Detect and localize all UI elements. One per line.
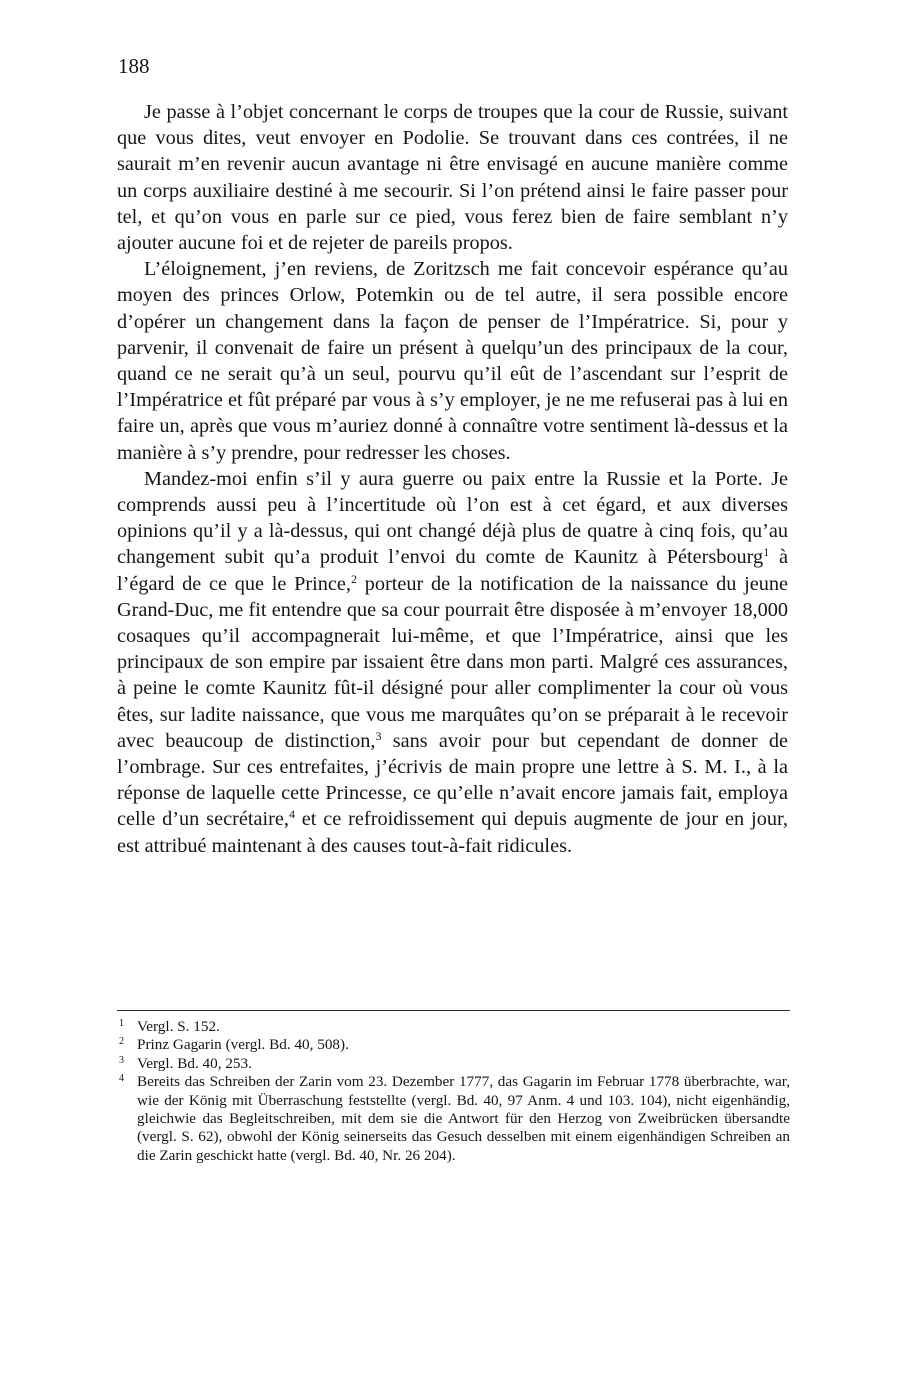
paragraph-segment: et ce refroidissement qui depuis augmente de jour en jour, est attribué maintenant à des causes tout-à-fait ridicules. <box>117 808 788 857</box>
footnote-mark: 2 <box>119 1036 124 1048</box>
page-number: 188 <box>118 54 150 78</box>
paragraph-segment: sans avoir pour but cependant de donner de l’ombrage. Sur ces entrefaites, j’écrivis de main propre une lettre à S. M. I., à la réponse de laquelle cette Princesse, ce qu’elle n’avait encore jamais fait, employa celle d’un secrétaire, <box>117 729 788 831</box>
paragraph-segment: Mandez-moi enfin s’il y aura guerre ou paix entre la Russie et la Porte. Je comprends aussi peu à l’incertitude où l’on est à cet égard, et aux diverses opinions qu’il y a là-dessus, qui ont changé déjà plus de quatre à cinq fois, qu’au changement subit qu’a produit l’envoi du comte de Kaunitz à Pétersbourg <box>117 467 788 569</box>
footnote-text: Vergl. S. 152. <box>137 1018 220 1035</box>
footnote <box>117 1018 790 1036</box>
footnote <box>117 1036 790 1054</box>
footnote-text: Vergl. Bd. 40, 253. <box>137 1054 252 1072</box>
footnote-reference: 4 <box>288 807 295 822</box>
footnote-reference: 1 <box>763 545 770 560</box>
footnote-reference: 2 <box>350 571 357 586</box>
paragraph-segment: porteur de la notification de la naissance du jeune Grand-Duc, me fit entendre que sa cour pourrait être disposée à m’envoyer 18,000 cosaques qu’il accompagnerait lui-même, et que l’Impératrice, ainsi que les principaux de son empire par issaient être dans mon parti. Malgré ces assurances, à peine le comte Kaunitz fût-il désigné pour aller complimenter la cour où vous êtes, sur ladite naissance, que vous me marquâtes qu’on se préparait à le recevoir avec beaucoup de distinction, <box>117 572 788 752</box>
footnote <box>117 1073 790 1165</box>
footnote-reference: 3 <box>375 728 382 743</box>
paragraph: L’éloignement, j’en reviens, de Zoritzsch me fait concevoir espérance qu’au moyen des princes Orlow, Potemkin ou de tel autre, il sera possible encore d’opérer un changement dans la façon de penser de l’Impératrice. Si, pour y parvenir, il convenait de faire un présent à quelqu’un des principaux de la cour, quand ce ne serait qu’à un seul, pourvu qu’il eût de l’ascendant sur l’esprit de l’Impératrice et fût préparé par vous à s’y employer, je ne me refuserai pas à lui en faire un, après que vous m’auriez donné à connaître votre sentiment là-dessus et la manière à s’y prendre, pour redresser les choses. <box>117 258 788 464</box>
footnote-mark: 1 <box>119 1018 124 1029</box>
footnote-text: Prinz Gagarin (vergl. Bd. 40, 508). <box>137 1036 349 1054</box>
body-text <box>117 99 788 859</box>
footnote-divider <box>117 1010 790 1011</box>
footnote <box>117 1055 790 1073</box>
paragraph: Je passe à l’objet concernant le corps de troupes que la cour de Russie, suivant que vous dites, veut envoyer en Podolie. Se trouvant dans ces contrées, il ne saurait m’en revenir aucun avantage ni être envisagé en aucune manière comme un corps auxiliaire destiné à me secourir. Si l’on prétend ainsi le faire passer pour tel, et qu’on vous en parle sur ce pied, vous ferez bien de faire semblant n’y ajouter aucune foi et de rejeter de pareils propos. <box>117 101 788 255</box>
footnote-mark: 3 <box>119 1054 124 1066</box>
paragraph-segment: à l’égard de ce que le Prince, <box>117 546 788 595</box>
footnote-mark: 4 <box>119 1073 124 1085</box>
footnote-text: Bereits das Schreiben der Zarin vom 23. Dezember 1777, das Gagarin im Februar 1778 überbrachte, war, wie der König mit Überraschung feststellte (vergl. Bd. 40, 97 Anm. 4 und 103. 104), nicht eigenhändig, gleichwie das Begleitschreiben, mit dem sie die Antwort für den Herzog von Zweibrücken übersandte (vergl. S. 62), obwohl der König seinerseits das Gesuch desselben mit einem eigenhändigen Schreiben an die Zarin geschickt hatte (vergl. Bd. 40, Nr. 26 204). <box>137 1073 790 1164</box>
footnotes <box>117 1018 790 1165</box>
paragraph <box>117 466 788 859</box>
